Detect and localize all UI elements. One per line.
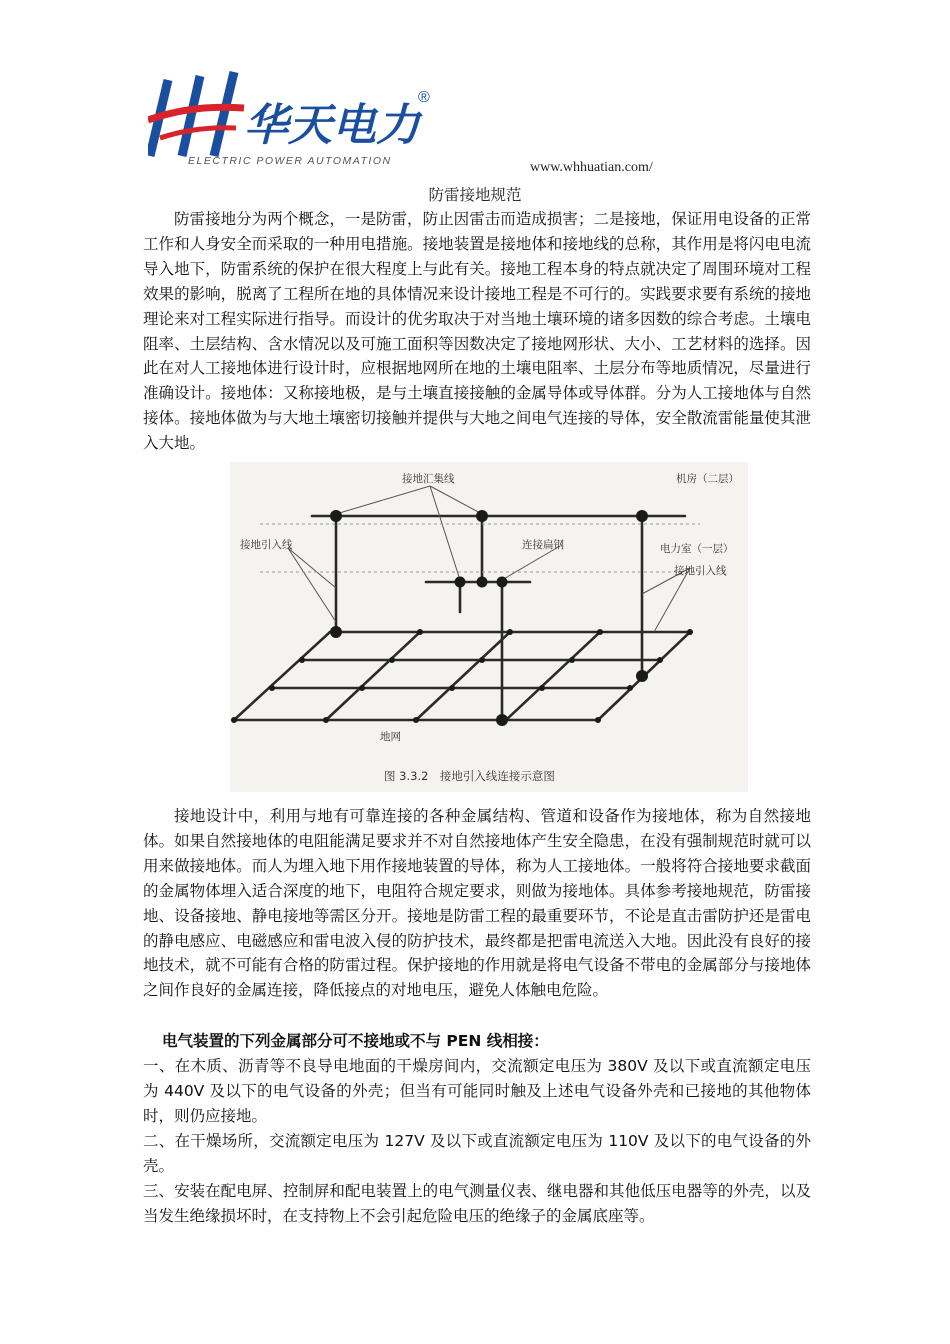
label-room-2f: 机房（二层） (676, 473, 739, 485)
paragraph-1: 防雷接地分为两个概念，一是防雷，防止因雷击而造成损害；二是接地，保证用电设备的正常工作和人身安全而采取的一种用电措施。接地装置是接地体和接地线的总称，其作用是将闪电电流导入地下，防雷系统的保护在很大程度上与此有关。接地工程本身的特点就决定了周围环境对工程效果的影响，脱离了工程所在地的具体情况来设计接地工程是不可行的。实践要求要有系统的接地理论来对工程实际进行指导。而设计的优劣取决于对当地土壤环境的诸多因数的综合考虑。土壤电阻率、土层结构、含水情况以及可施工面积等因数决定了接地网形状、大小、工艺材料的选择。因此在对人工接地体进行设计时，应根据地网所在地的土壤电阻率、土层分布等地质情况，尽量进行准确设计。接地体：又称接地极，是与土壤直接接触的金属导体或导体群。分为人工接地体与自然接体。接地体做为与大地土壤密切接触并提供与大地之间电气连接的导体，安全散流雷能量使其泄入大地。 (143, 210, 811, 453)
list-item-2: 二、在干燥场所，交流额定电压为 127V 及以下或直流额定电压为 110V 及以下的电气设备的外壳。 (143, 1132, 811, 1175)
floor-dashed-lines (260, 524, 700, 572)
grounding-diagram-svg (230, 462, 748, 792)
leader-lines (288, 486, 690, 632)
site-url[interactable]: www.whhuatian.com/ (530, 160, 653, 175)
page-title: 防雷接地规范 (428, 186, 522, 204)
grounding-diagram (230, 462, 748, 792)
section-heading: 电气装置的下列金属部分可不接地或不与 PEN 线相接： (162, 1032, 549, 1050)
label-ground-grid: 地网 (380, 731, 401, 743)
grid-nodes (231, 510, 693, 726)
label-collector: 接地汇集线 (402, 473, 455, 485)
logo-mark-icon (148, 72, 244, 156)
brand-name: 华天电力 (244, 101, 420, 150)
list-item-3: 三、安装在配电屏、控制屏和配电装置上的电气测量仪表、继电器和其他低压电器等的外壳，以及当发生绝缘损坏时，在支持物上不会引起危险电压的绝缘子的金属底座等。 (143, 1182, 811, 1225)
huatian-logo (148, 68, 438, 172)
paragraph-2: 接地设计中，利用与地有可靠连接的各种金属结构、管道和设备作为接地体，称为自然接地体。如果自然接地体的电阻能满足要求并不对自然接地体产生安全隐患，在没有强制规范时就可以用来做接地体。而人为埋入地下用作接地装置的导体，称为人工接地体。一般将符合接地要求截面的金属物体埋入适合深度的地下，电阻符合规定要求，则做为接地体。具体参考接地规范，防雷接地、设备接地、静电接地等需区分开。接地是防雷工程的最重要环节，不论是直击雷防护还是雷电的静电感应、电磁感应和雷电波入侵的防护技术，最终都是把雷电流送入大地。因此没有良好的接地技术，就不可能有合格的防雷过程。保护接地的作用就是将电气设备不带电的金属部分与接地体之间作良好的金属连接，降低接点的对地电压，避免人体触电危险。 (143, 807, 811, 1000)
list-item-1: 一、在木质、沥青等不良导电地面的干燥房间内，交流额定电压为 380V 及以下或直流额定电压为 440V 及以下的电气设备的外壳；但当有可能同时触及上述电气设备外壳和已接地的其他物体时，则仍应接地。 (143, 1057, 811, 1125)
label-lead-in-right: 接地引入线 (674, 565, 727, 577)
figure-caption: 图 3.3.2 接地引入线连接示意图 (384, 769, 555, 783)
label-flat-steel: 连接扁钢 (522, 539, 564, 551)
label-power-room: 电力室（一层） (660, 543, 734, 555)
ground-grid-lines (234, 516, 690, 720)
registered-mark: ® (418, 89, 430, 106)
brand-tagline: ELECTRIC POWER AUTOMATION (188, 155, 392, 167)
label-lead-in-left: 接地引入线 (240, 539, 293, 551)
